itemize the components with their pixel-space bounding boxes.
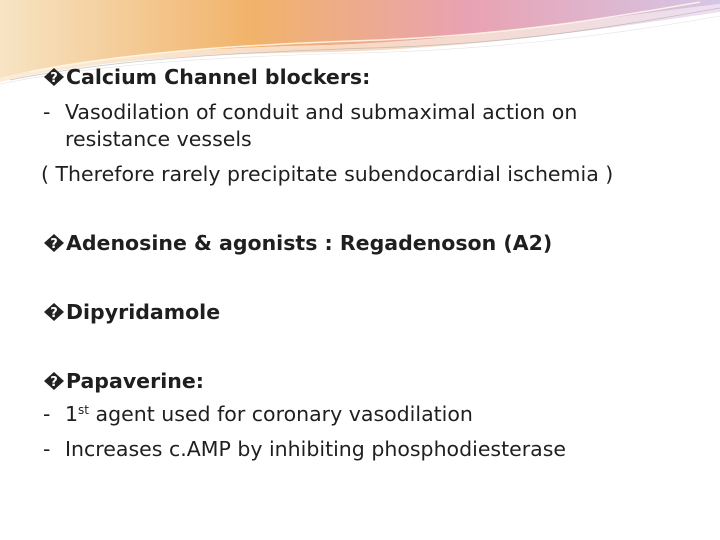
heading-text: Papaverine: — [66, 369, 204, 393]
heading-dipyridamole — [43, 299, 220, 325]
heading-calcium-channel-blockers — [43, 64, 370, 90]
replacement-character-icon — [43, 371, 65, 391]
heading-text: Adenosine & agonists : Regadenoson (A2) — [66, 231, 553, 255]
note-text: ( Therefore rarely precipitate subendocardial ischemia ) — [41, 162, 614, 186]
list-item-first-agent — [43, 401, 473, 427]
list-item-text: agent used for coronary vasodilation — [89, 402, 473, 426]
dash-marker: - — [43, 100, 51, 124]
heading-text: Calcium Channel blockers: — [66, 65, 371, 89]
svg-text:?: ? — [50, 71, 58, 86]
replacement-character-icon — [43, 67, 65, 87]
list-item-vasodilation — [43, 99, 577, 125]
svg-text:?: ? — [50, 237, 58, 252]
list-item-text: resistance vessels — [65, 127, 252, 151]
heading-text: Dipyridamole — [66, 300, 221, 324]
note-subendocardial-ischemia — [41, 161, 613, 187]
replacement-character-icon — [43, 233, 65, 253]
list-item-continuation — [43, 126, 252, 152]
replacement-character-icon — [43, 302, 65, 322]
ordinal-suffix: st — [78, 403, 90, 417]
list-item-text: Vasodilation of conduit and submaximal action on — [65, 100, 578, 124]
dash-marker: - — [43, 402, 51, 426]
list-item-text: Increases c.AMP by inhibiting phosphodiesterase — [65, 437, 567, 461]
heading-adenosine — [43, 230, 552, 256]
heading-papaverine — [43, 368, 204, 394]
dash-marker: - — [43, 437, 51, 461]
ordinal-number: 1 — [65, 402, 79, 426]
list-item-camp — [43, 436, 566, 462]
svg-text:?: ? — [50, 375, 58, 390]
svg-text:?: ? — [50, 306, 58, 321]
